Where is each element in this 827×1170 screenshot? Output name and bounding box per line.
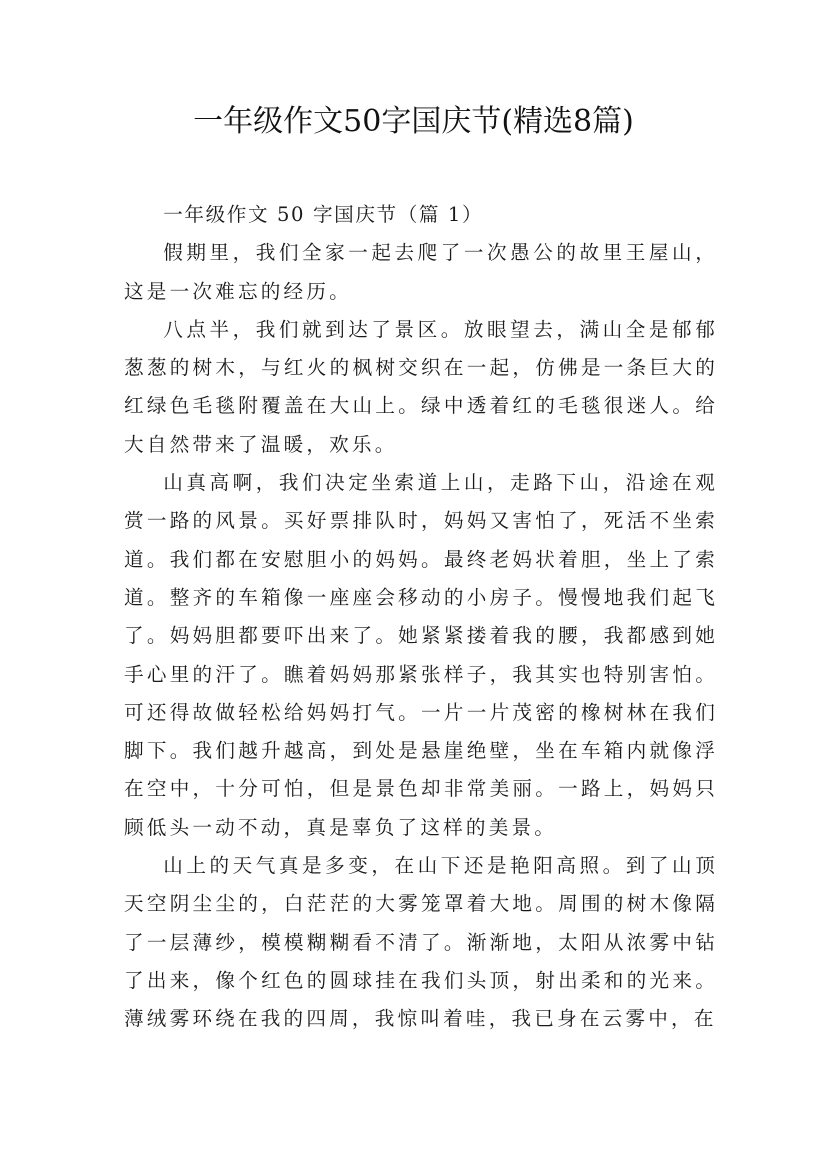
document-body (124, 196, 718, 1039)
document-title: 一年级作文50字国庆节(精选8篇) (193, 104, 634, 139)
paragraph-3: 山真高啊，我们决定坐索道上山，走路下山，沿途在观赏一路的风景。买好票排队时，妈妈又害怕了，死活不坐索道。我们都在安慰胆小的妈妈。最终老妈状着胆，坐上了索道。整齐的车箱像一座座会移动的小房子。慢慢地我们起飞了。妈妈胆都要吓出来了。她紧紧搂着我的腰，我都感到她手心里的汗了。瞧着妈妈那紧张样子，我其实也特别害怕。可还得故做轻松给妈妈打气。一片一片茂密的橡树林在我们脚下。我们越升越高，到处是悬崖绝壁，坐在车箱内就像浮在空中，十分可怕，但是景色却非常美丽。一路上，妈妈只顾低头一动不动，真是辜负了这样的美景。 (124, 471, 718, 839)
section-heading: 一年级作文 50 字国庆节（篇 1） (163, 203, 484, 226)
paragraph-1: 假期里，我们全家一起去爬了一次愚公的故里王屋山，这是一次难忘的经历。 (124, 241, 718, 303)
paragraph-2: 八点半，我们就到达了景区。放眼望去，满山全是郁郁葱葱的树木，与红火的枫树交织在一起，仿佛是一条巨大的红绿色毛毯附覆盖在大山上。绿中透着红的毛毯很迷人。给大自然带来了温暖，欢乐。 (124, 317, 718, 456)
paragraph-4: 山上的天气真是多变，在山下还是艳阳高照。到了山顶天空阴尘尘的，白茫茫的大雾笼罩着大地。周围的树木像隔了一层薄纱，模模糊糊看不清了。渐渐地，太阳从浓雾中钻了出来，像个红色的圆球挂在我们头顶，射出柔和的光来。薄绒雾环绕在我的四周，我惊叫着哇，我已身在云雾中，在 (124, 854, 718, 1031)
